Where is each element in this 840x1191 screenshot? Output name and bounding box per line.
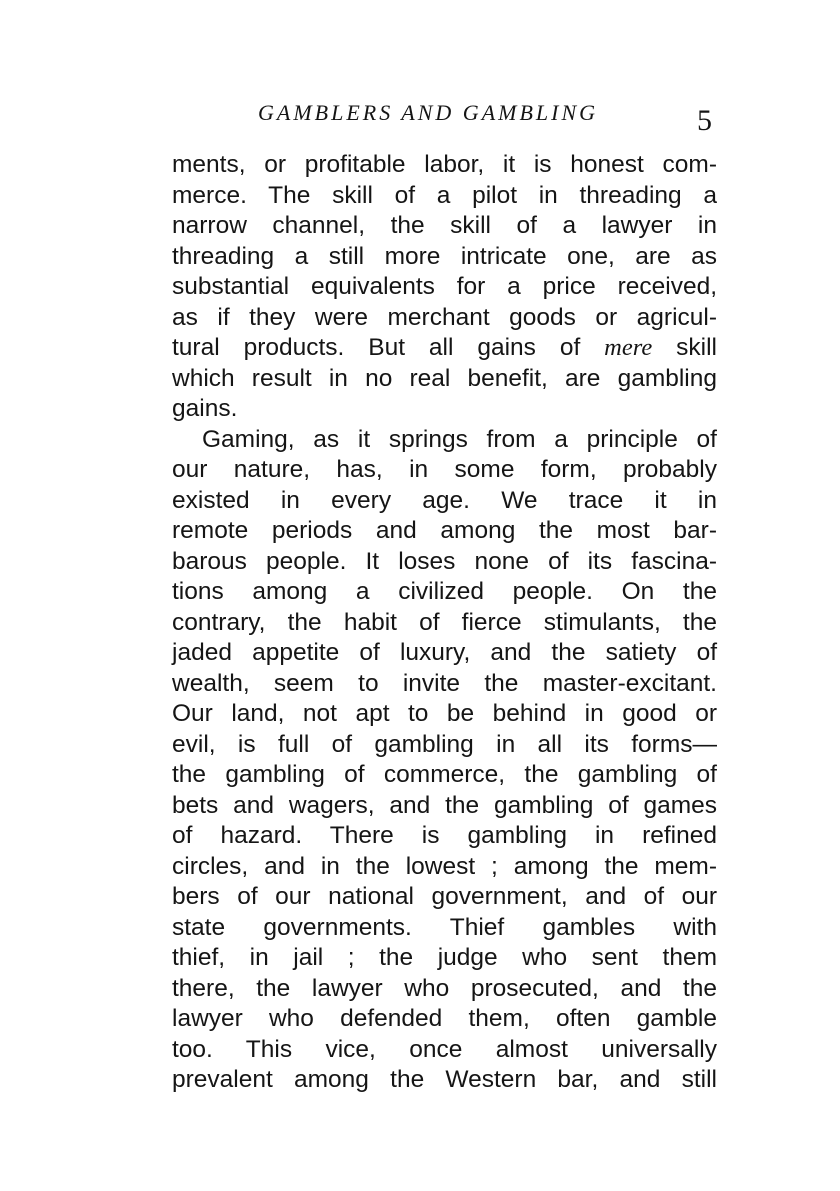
text-line: threading a still more intricate one, are as: [172, 242, 717, 270]
text-line: thief, in jail ; the judge who sent them: [172, 944, 717, 971]
text-line: merce. The skill of a pilot in threading a: [172, 181, 717, 209]
text-line: [172, 333, 717, 364]
running-title: GAMBLERS AND GAMBLING: [258, 100, 599, 125]
paragraph-start-line: Gaming, as it springs from a principle of: [202, 425, 717, 453]
body-text: [172, 150, 717, 1096]
text-segment: skill: [676, 334, 717, 361]
text-line: ments, or profitable labor, it is honest com-: [172, 151, 717, 178]
text-line: the gambling of commerce, the gambling of: [172, 761, 717, 788]
text-line: tions among a civilized people. On the: [172, 578, 717, 605]
text-line: our nature, has, in some form, probably: [172, 456, 717, 483]
text-line: bets and wagers, and the gambling of games: [172, 791, 717, 819]
text-line: jaded appetite of luxury, and the satiety of: [172, 639, 717, 666]
text-line: there, the lawyer who prosecuted, and the: [172, 974, 717, 1002]
text-line: contrary, the habit of fierce stimulants, the: [172, 608, 717, 636]
text-line: which result in no real benefit, are gambling: [172, 364, 717, 392]
page-number: 5: [697, 104, 712, 137]
text-line: too. This vice, once almost universally: [172, 1035, 717, 1063]
text-line: narrow channel, the skill of a lawyer in: [172, 212, 717, 239]
text-line: as if they were merchant goods or agricul-: [172, 303, 717, 331]
text-line: of hazard. There is gambling in refined: [172, 822, 717, 849]
italic-emphasis: mere: [604, 334, 653, 361]
text-line: wealth, seem to invite the master-excitant.: [172, 669, 717, 697]
text-line: evil, is full of gambling in all its forms—: [172, 730, 717, 758]
text-line: substantial equivalents for a price received,: [172, 273, 717, 300]
text-line: state governments. Thief gambles with: [172, 913, 717, 941]
text-line: prevalent among the Western bar, and still: [172, 1066, 717, 1093]
text-line: remote periods and among the most bar-: [172, 517, 717, 544]
text-line: Our land, not apt to be behind in good or: [172, 700, 717, 727]
text-line: barous people. It loses none of its fascina-: [172, 547, 717, 575]
text-line: existed in every age. We trace it in: [172, 486, 717, 514]
text-line: lawyer who defended them, often gamble: [172, 1005, 717, 1032]
text-line: gains.: [172, 395, 238, 422]
text-line: circles, and in the lowest ; among the mem-: [172, 852, 717, 880]
text-segment: tural products. But all gains of: [172, 334, 581, 361]
text-line: bers of our national government, and of our: [172, 883, 717, 910]
